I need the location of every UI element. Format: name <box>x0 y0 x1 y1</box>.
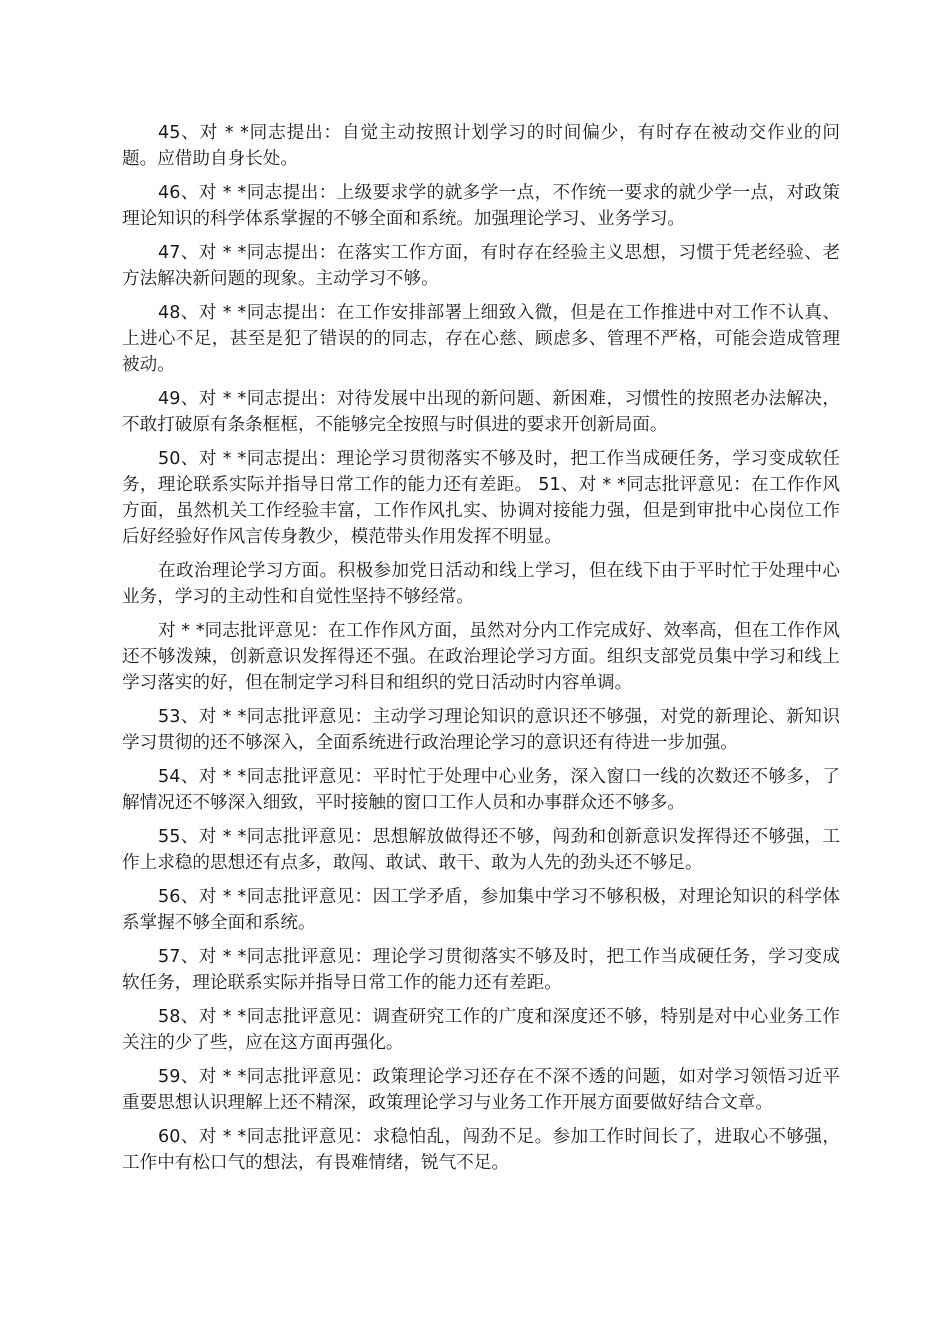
paragraph-47: 47、对 * *同志提出：在落实工作方面，有时存在经验主义思想，习惯于凭老经验、老方法解决新问题的现象。主动学习不够。 <box>122 243 840 289</box>
paragraph-political-study: 在政治理论学习方面。积极参加党日活动和线上学习，但在线下由于平时忙于处理中心业务，学习的主动性和自觉性坚持不够经常。 <box>122 561 840 607</box>
paragraph-57: 57、对 * *同志批评意见：理论学习贯彻落实不够及时，把工作当成硬任务，学习变成软任务，理论联系实际并指导日常工作的能力还有差距。 <box>122 947 840 993</box>
paragraph-45: 45、对 * *同志提出：自觉主动按照计划学习的时间偏少，有时存在被动交作业的问题。应借助自身长处。 <box>122 123 840 169</box>
paragraph-53: 53、对 * *同志批评意见：主动学习理论知识的意识还不够强，对党的新理论、新知识学习贯彻的还不够深入，全面系统进行政治理论学习的意识还有待进一步加强。 <box>122 707 840 753</box>
paragraph-50: 50、对 * *同志提出：理论学习贯彻落实不够及时，把工作当成硬任务，学习变成软任务，理论联系实际并指导日常工作的能力还有差距。 51、对 * *同志批评意见：在工作作风方面，虽然机关工作经验丰富，工作作风扎实、协调对接能力强，但是到审批中心岗位工作后好经验好作风言传身教少，模范带头作用发挥不明显。 <box>122 449 840 547</box>
paragraph-59: 59、对 * *同志批评意见：政策理论学习还存在不深不透的问题，如对学习领悟习近平重要思想认识理解上还不精深，政策理论学习与业务工作开展方面要做好结合文章。 <box>122 1067 840 1113</box>
paragraph-58: 58、对 * *同志批评意见：调查研究工作的广度和深度还不够，特别是对中心业务工作关注的少了些，应在这方面再强化。 <box>122 1007 840 1053</box>
paragraph-56: 56、对 * *同志批评意见：因工学矛盾，参加集中学习不够积极，对理论知识的科学体系掌握不够全面和系统。 <box>122 887 840 933</box>
paragraph-49: 49、对 * *同志提出：对待发展中出现的新问题、新困难，习惯性的按照老办法解决，不敢打破原有条条框框，不能够完全按照与时俱进的要求开创新局面。 <box>122 389 840 435</box>
document-page <box>122 120 840 1184</box>
paragraph-46: 46、对 * *同志提出：上级要求学的就多学一点，不作统一要求的就少学一点，对政策理论知识的科学体系掌握的不够全面和系统。加强理论学习、业务学习。 <box>122 183 840 229</box>
paragraph-60: 60、对 * *同志批评意见：求稳怕乱，闯劲不足。参加工作时间长了，进取心不够强，工作中有松口气的想法，有畏难情绪，锐气不足。 <box>122 1127 840 1173</box>
paragraph-48: 48、对 * *同志提出：在工作安排部署上细致入微，但是在工作推进中对工作不认真、上进心不足，甚至是犯了错误的的同志，存在心慈、顾虑多、管理不严格，可能会造成管理被动。 <box>122 303 840 375</box>
paragraph-54: 54、对 * *同志批评意见：平时忙于处理中心业务，深入窗口一线的次数还不够多，了解情况还不够深入细致，平时接触的窗口工作人员和办事群众还不够多。 <box>122 767 840 813</box>
paragraph-52: 对 * *同志批评意见：在工作作风方面，虽然对分内工作完成好、效率高，但在工作作风还不够泼辣，创新意识发挥得还不强。在政治理论学习方面。组织支部党员集中学习和线上学习落实的好，但在制定学习科目和组织的党日活动时内容单调。 <box>122 621 840 693</box>
paragraph-55: 55、对 * *同志批评意见：思想解放做得还不够，闯劲和创新意识发挥得还不够强，工作上求稳的思想还有点多，敢闯、敢试、敢干、敢为人先的劲头还不够足。 <box>122 827 840 873</box>
